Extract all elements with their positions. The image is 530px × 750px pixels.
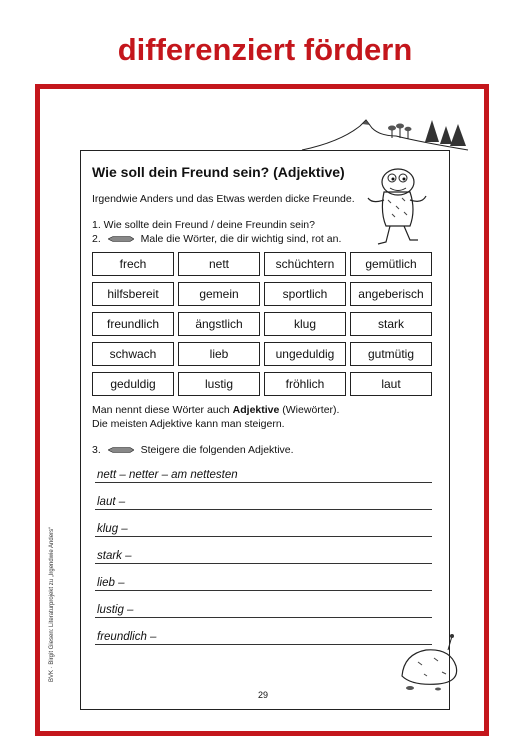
adjective-cell[interactable]: frech (92, 252, 174, 276)
note-post: (Wiewörter). (279, 404, 340, 416)
side-credit: BVK · Birgit Giesen: Literaturprojekt zu „Irgendwie Anders“ (49, 526, 55, 682)
note-adjektive (92, 404, 339, 416)
adjective-cell[interactable]: sportlich (264, 282, 346, 306)
task2-text: Male die Wörter, die dir wichtig sind, rot an. (140, 233, 342, 245)
adjective-cell[interactable]: schüchtern (264, 252, 346, 276)
adjective-cell[interactable]: schwach (92, 342, 174, 366)
adjective-cell[interactable]: lustig (178, 372, 260, 396)
task3-text: Steigere die folgenden Adjektive. (140, 444, 294, 456)
answer-line-text: nett – netter – am nettesten (97, 469, 238, 481)
adjective-cell[interactable]: fröhlich (264, 372, 346, 396)
page-header-title: differenziert fördern (117, 32, 413, 67)
adjective-grid (92, 252, 430, 396)
landscape-illustration (300, 112, 470, 162)
task2-number: 2. (92, 233, 101, 245)
adjective-cell[interactable]: gemütlich (350, 252, 432, 276)
monster-illustration (360, 160, 440, 250)
answer-line[interactable] (95, 482, 432, 483)
answer-line-text: stark – (97, 550, 132, 562)
note-steigern: Die meisten Adjektive kann man steigern. (92, 418, 285, 430)
task2-line (92, 233, 341, 245)
answer-line-text: freundlich – (97, 631, 157, 643)
worksheet-title: Wie soll dein Freund sein? (Adjektive) (92, 164, 345, 180)
task1-text: 1. Wie sollte dein Freund / deine Freundin sein? (92, 219, 315, 231)
answer-line-text: klug – (97, 523, 128, 535)
task3-line (92, 444, 294, 456)
answer-line-text: laut – (97, 496, 126, 508)
note-pre: Man nennt diese Wörter auch (92, 404, 233, 416)
adjective-cell[interactable]: gutmütig (350, 342, 432, 366)
page-number: 29 (258, 690, 269, 700)
adjective-cell[interactable]: nett (178, 252, 260, 276)
note-bold: Adjektive (232, 404, 280, 416)
adjective-cell[interactable]: stark (350, 312, 432, 336)
pencil-icon (108, 236, 134, 242)
adjective-cell[interactable]: ängstlich (178, 312, 260, 336)
task3-number: 3. (92, 444, 101, 456)
adjective-cell[interactable]: hilfsbereit (92, 282, 174, 306)
adjective-cell[interactable]: ungeduldig (264, 342, 346, 366)
answer-line-text: lieb – (97, 577, 125, 589)
answer-line[interactable] (95, 590, 432, 591)
answer-line[interactable] (95, 509, 432, 510)
adjective-cell[interactable]: laut (350, 372, 432, 396)
adjective-cell[interactable]: klug (264, 312, 346, 336)
answer-line[interactable] (95, 563, 432, 564)
adjective-cell[interactable]: angeberisch (350, 282, 432, 306)
adjective-cell[interactable]: gemein (178, 282, 260, 306)
adjective-cell[interactable]: freundlich (92, 312, 174, 336)
answer-line[interactable] (95, 536, 432, 537)
intro-text: Irgendwie Anders und das Etwas werden dicke Freunde. (92, 193, 355, 205)
answer-line[interactable] (95, 617, 432, 618)
answer-line[interactable] (95, 644, 432, 645)
pencil-icon (108, 447, 134, 453)
rock-illustration (398, 632, 464, 692)
adjective-cell[interactable]: lieb (178, 342, 260, 366)
adjective-cell[interactable]: geduldig (92, 372, 174, 396)
answer-line-text: lustig – (97, 604, 134, 616)
